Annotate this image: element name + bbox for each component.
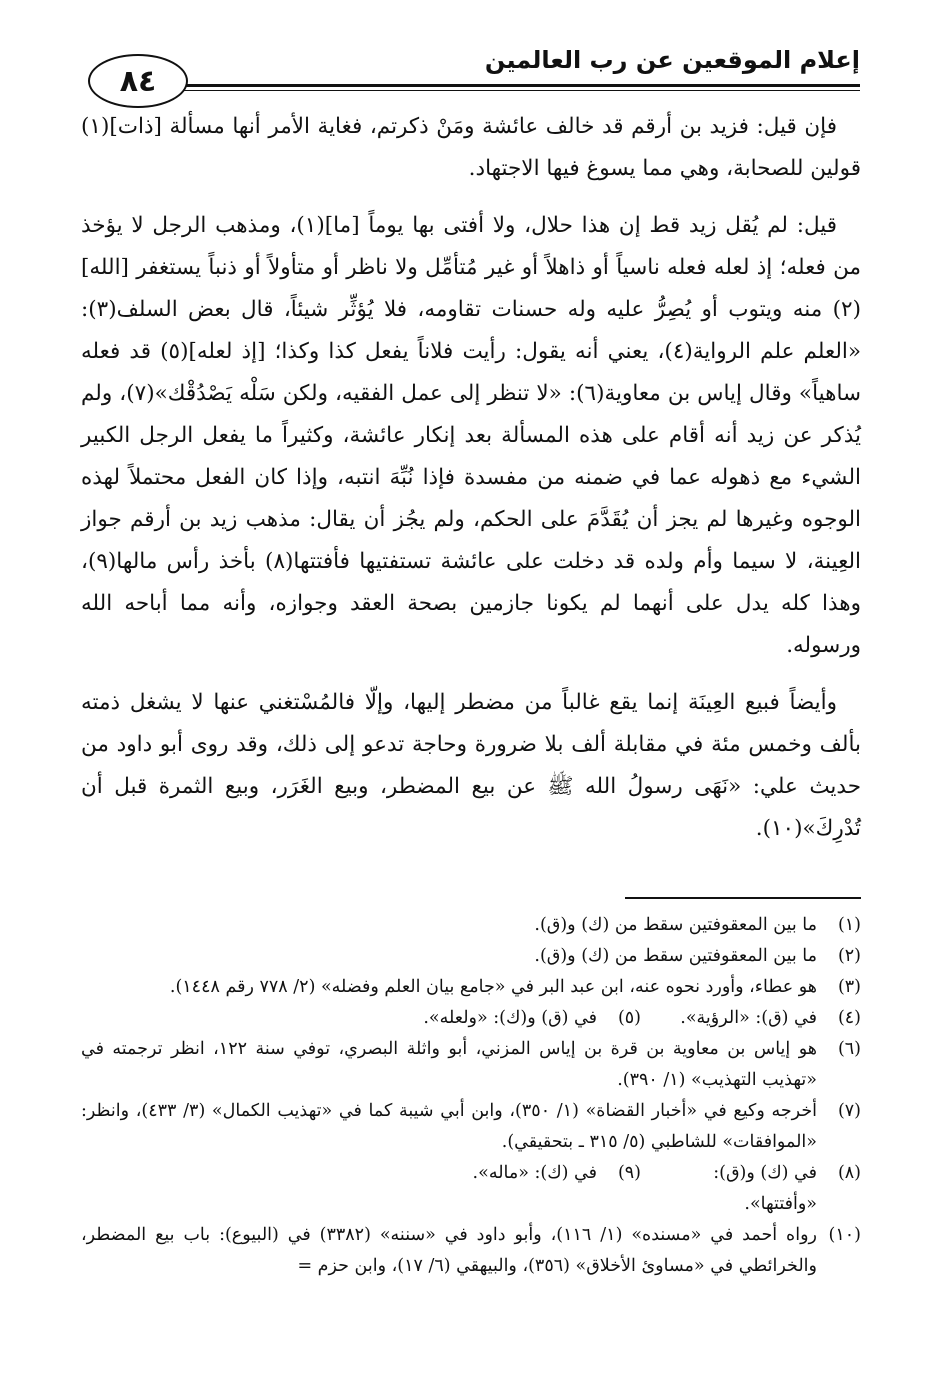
footnote-number: (٧) xyxy=(837,1101,861,1121)
running-title: إعلام الموقعين عن رب العالمين xyxy=(484,46,860,74)
footnote xyxy=(421,1003,641,1034)
footnote-text: رواه أحمد في «مسنده» (١/ ١١٦)، وأبو داود في «سننه» (٣٣٨٢) في (البيوع): باب بيع المضطر، والخرائطي في «مساوئ الأخلاق» (٣٥٦)، والبيهقي (٦/ ١٧)، وابن حزم = xyxy=(81,1225,817,1276)
header-rule-thick xyxy=(168,84,860,87)
footnote-pair xyxy=(81,1003,861,1034)
footnote-pair xyxy=(81,1158,861,1220)
main-text xyxy=(81,106,861,865)
footnote xyxy=(641,1158,861,1220)
paragraph: وأيضاً فبيع العِينَة إنما يقع غالباً من مضطر إليها، وإلّا فالمُسْتغني عنها لا يشغل ذمته بألف وخمس مئة في مقابلة ألف بلا ضرورة وحاجة تدعو إلى ذلك، وقد روى أبو داود من حديث علي: «نَهَى رسولُ الله ﷺ عن بيع المضطر، وبيع الغَرَر، وبيع الثمرة قبل أن تُدْرِكَ»(١٠). xyxy=(81,690,861,841)
page-header xyxy=(88,40,860,100)
footnote xyxy=(641,1003,861,1034)
footnote xyxy=(81,1220,861,1282)
footnote xyxy=(421,1158,641,1220)
footnotes xyxy=(81,910,861,1282)
page-number: ٨٤ xyxy=(88,54,188,108)
footnote-number: (٦) xyxy=(837,1039,861,1059)
footnote-number: (٢) xyxy=(837,946,861,966)
footnote xyxy=(81,941,861,972)
footnote-text: هو عطاء، وأورد نحوه عنه، ابن عبد البر في «جامع بيان العلم وفضله» (٢/ ٧٧٨ رقم ١٤٤٨). xyxy=(169,977,817,997)
footnote xyxy=(81,1096,861,1158)
paragraph: فإن قيل: فزيد بن أرقم قد خالف عائشة ومَنْ ذكرتم، فغاية الأمر أنها مسألة [ذات](١) قولين للصحابة، وهي مما يسوغ فيها الاجتهاد. xyxy=(81,114,861,181)
footnote-number: (٥) xyxy=(617,1008,641,1028)
footnote xyxy=(81,972,861,1003)
header-rule-thin xyxy=(168,90,860,91)
footnote-text: في (ك) و(ق): «وأفتتها». xyxy=(713,1163,817,1214)
footnote xyxy=(81,1034,861,1096)
footnote-text: هو إياس بن معاوية بن قرة بن إياس المزني، أبو واثلة البصري، توفي سنة ١٢٢، انظر ترجمته في «تهذيب التهذيب» (١/ ٣٩٠). xyxy=(81,1039,817,1090)
paragraph: قيل: لم يُقل زيد قط إن هذا حلال، ولا أفتى بها يوماً [ما](١)، ومذهب الرجل لا يؤخذ من فعله؛ إذ لعله فعله ناسياً أو ذاهلاً أو غير مُتأمِّل ولا ناظر أو متأولاً أو ذنباً يستغفر [الله](٢) منه ويتوب أو يُصِرُّ عليه وله حسنات تقاومه، فلا يُؤثِّر شيئاً، قال بعض السلف(٣): «العلم علم الرواية(٤)، يعني أنه يقول: رأيت فلاناً يفعل كذا وكذا؛ [إذ لعله](٥) قد فعله ساهياً» وقال إياس بن معاوية(٦): «لا تنظر إلى عمل الفقيه، ولكن سَلْه يَصْدُقْك»(٧)، ولم يُذكر عن زيد أنه أقام على هذه المسألة بعد إنكار عائشة، وكثيراً ما يفعل الرجل الكبير الشيء مع ذهوله عما في ضمنه من مفسدة فإذا نُبِّهَ انتبه، وإذا كان الفعل محتملاً لهذه الوجوه وغيرها لم يجز أن يُقَدَّمَ على الحكم، ولم يجُز أن يقال: مذهب زيد بن أرقم جواز العِينة، لا سيما وأم ولده قد دخلت على عائشة تستفتيها فأفتتها(٨) بأخذ رأس مالها(٩)، وهذا كله يدل على أنهما لم يكونا جازمين بصحة العقد وجوازه، وأنه مما أباحه الله ورسوله. xyxy=(81,213,862,658)
footnote-number: (١٠) xyxy=(828,1225,861,1245)
footnote-number: (٩) xyxy=(617,1163,641,1183)
footnote-text: ما بين المعقوفتين سقط من (ك) و(ق). xyxy=(534,915,817,935)
footnote-text: في (ق) و(ك): «ولعله». xyxy=(423,1008,597,1028)
footnote-number: (٨) xyxy=(837,1163,861,1183)
footnote-text: ما بين المعقوفتين سقط من (ك) و(ق). xyxy=(534,946,817,966)
footnote-text: أخرجه وكيع في «أخبار القضاة» (١/ ٣٥٠)، وابن أبي شيبة كما في «تهذيب الكمال» (٣/ ٤٣٣)، وانظر: «الموافقات» للشاطبي (٥/ ٣١٥ ـ بتحقيقي). xyxy=(81,1101,818,1152)
footnote-text: في (ق): «الرؤية». xyxy=(680,1008,817,1028)
footnote-number: (١) xyxy=(837,915,861,935)
footnote-separator xyxy=(625,897,861,899)
footnote-number: (٤) xyxy=(837,1008,861,1028)
footnote xyxy=(81,910,861,941)
footnote-number: (٣) xyxy=(837,977,861,997)
footnote-text: في (ك): «ماله». xyxy=(472,1163,597,1183)
